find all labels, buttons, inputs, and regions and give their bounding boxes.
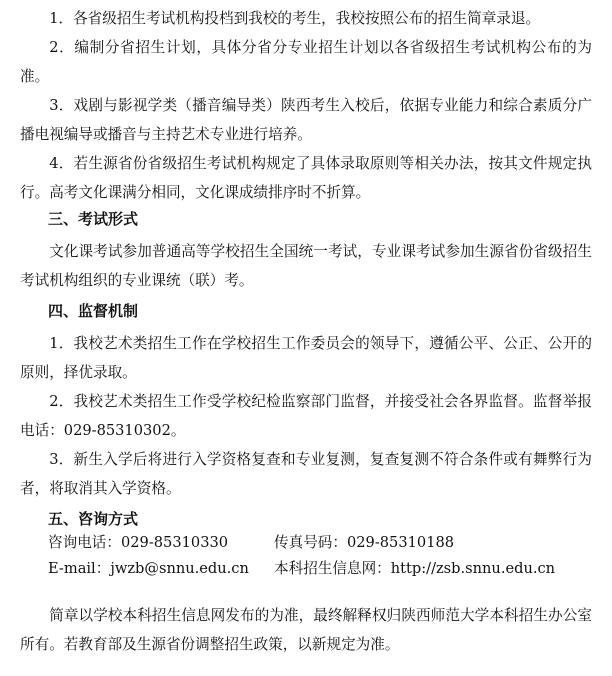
admission-rule-2: 2．编制分省招生计划，具体分省分专业招生计划以各省级招生考试机构公布的为准。 [20, 39, 592, 85]
website-entry [274, 558, 555, 580]
section-heading-exam-format: 三、考试形式 [48, 210, 139, 228]
admission-rule-3: 3．戏剧与影视学类（播音编导类）陕西考生入校后，依据专业能力和综合素质分广播电视编导或播音与主持艺术专业进行培养。 [20, 97, 592, 143]
contact-row-web [48, 558, 555, 580]
phone-label: 咨询电话： [48, 534, 121, 551]
contact-row-phone [48, 532, 454, 554]
exam-format-text: 文化课考试参加普通高等学校招生全国统一考试，专业课考试参加生源省份省级招生考试机构组织的专业课统（联）考。 [20, 243, 592, 289]
email-label: E-mail： [48, 560, 111, 577]
fax-number: 029-85310188 [346, 534, 455, 551]
phone-entry [48, 532, 274, 554]
closing-statement: 简章以学校本科招生信息网发布的为准，最终解释权归陕西师范大学本科招生办公室所有。若教育部及生源省份调整招生政策，以新规定为准。 [20, 607, 592, 653]
admission-rule-4: 4．若生源省份省级招生考试机构规定了具体录取原则等相关办法，按其文件规定执行。高考文化课满分相同，文化课成绩排序时不折算。 [20, 155, 592, 201]
supervision-item-3: 3．新生入学后将进行入学资格复查和专业复测，复查复测不符合条件或有舞弊行为者，将取消其入学资格。 [20, 451, 592, 497]
supervision-item-2: 2．我校艺术类招生工作受学校纪检监察部门监督，并接受社会各界监督。监督举报电话：029-85310302。 [20, 393, 592, 439]
fax-label: 传真号码： [274, 534, 347, 551]
fax-entry [274, 532, 454, 554]
section-heading-supervision: 四、监督机制 [48, 302, 139, 320]
website-link[interactable]: http://zsb.snnu.edu.cn [390, 560, 556, 577]
website-label: 本科招生信息网： [274, 560, 391, 577]
email-entry [48, 558, 274, 580]
admission-rule-1: 1．各省级招生考试机构投档到我校的考生，我校按照公布的招生简章录退。 [49, 10, 541, 27]
supervision-item-1: 1．我校艺术类招生工作在学校招生工作委员会的领导下，遵循公平、公正、公开的原则，择优录取。 [20, 335, 592, 381]
phone-number: 029-85310330 [120, 534, 229, 551]
section-heading-contact: 五、咨询方式 [48, 510, 139, 528]
email-address[interactable]: jwzb@snnu.edu.cn [110, 560, 249, 577]
